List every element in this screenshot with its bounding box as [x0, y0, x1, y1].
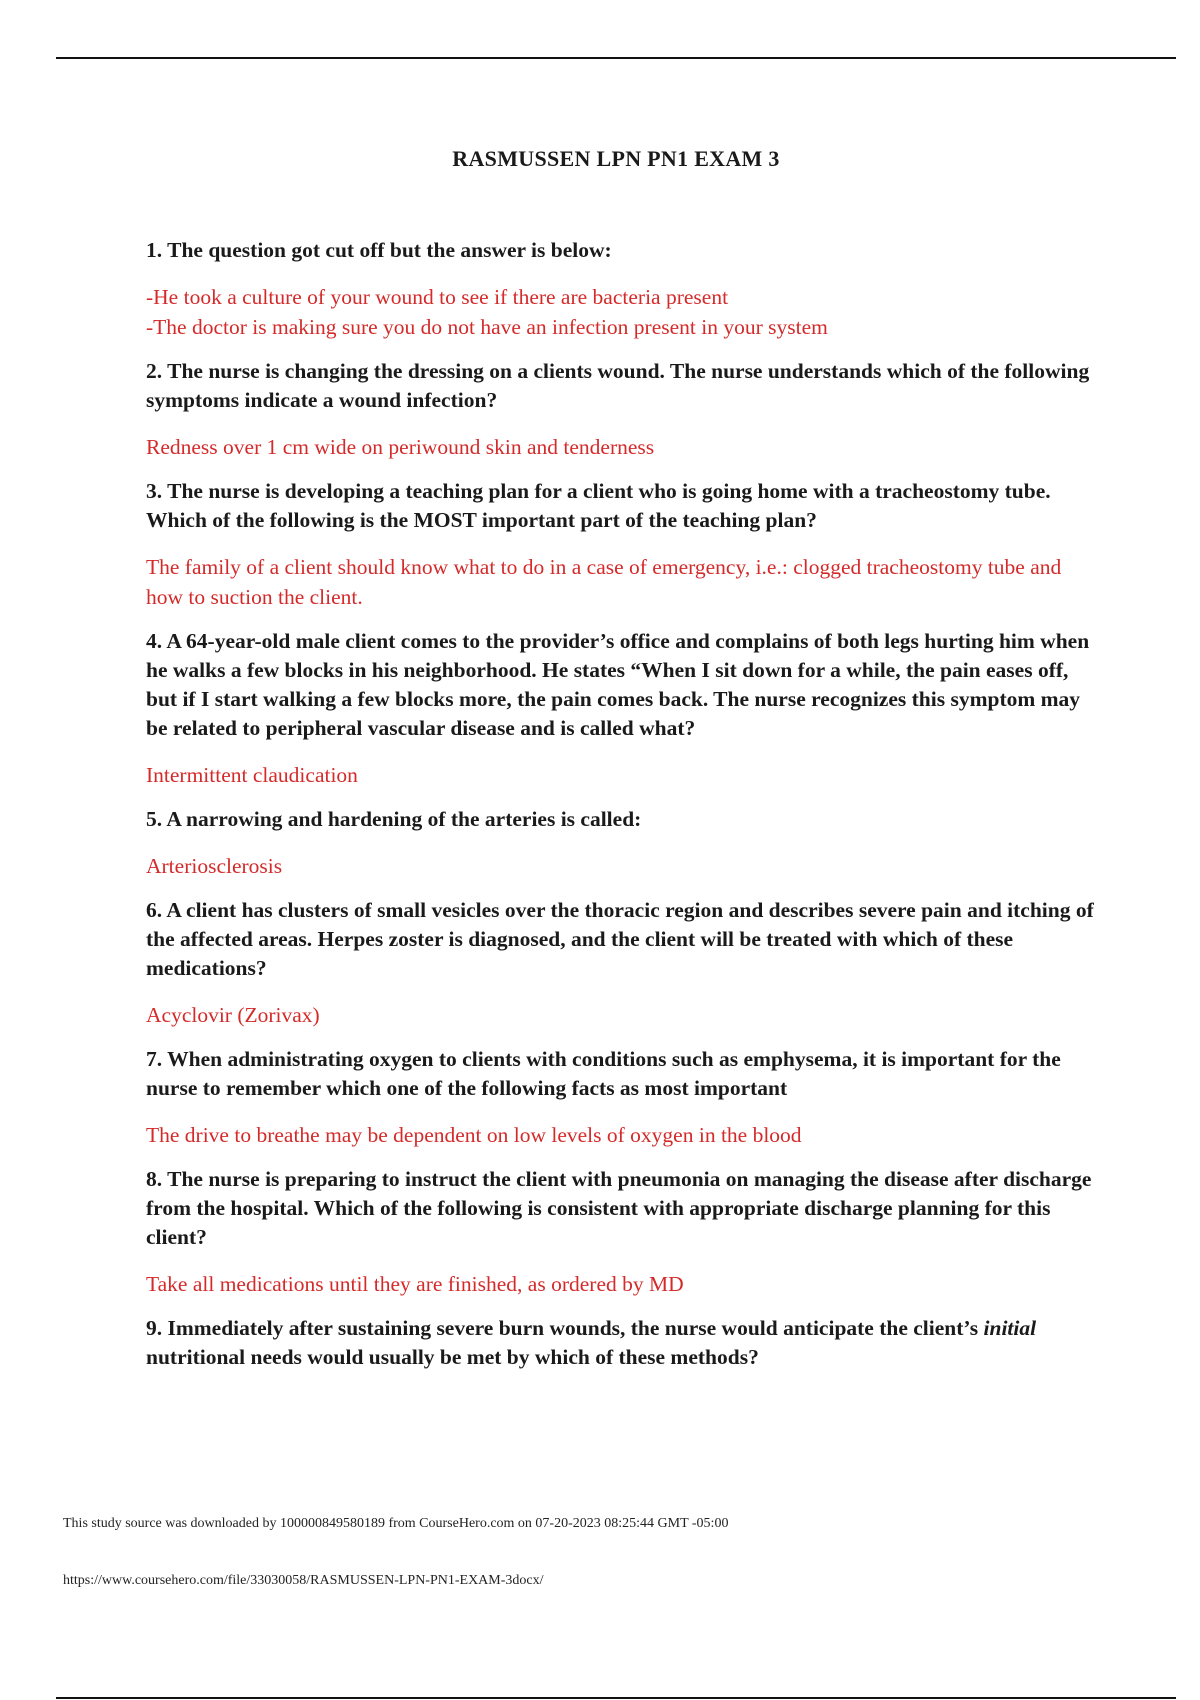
question-6 — [146, 896, 1096, 983]
question-number: 7. — [146, 1047, 163, 1071]
answer-line: Intermittent claudication — [146, 763, 358, 787]
download-note: This study source was downloaded by 100000849580189 from CourseHero.com on 07-20-2023 08:25:44 GMT -05:00 — [63, 1516, 729, 1531]
answer-2 — [146, 432, 1096, 462]
answer-1 — [146, 282, 1096, 342]
source-url: https://www.coursehero.com/file/33030058/RASMUSSEN-LPN-PN1-EXAM-3docx/ — [63, 1573, 544, 1588]
question-number: 6. — [146, 898, 163, 922]
document-title: RASMUSSEN LPN PN1 EXAM 3 — [452, 146, 780, 171]
question-3 — [146, 477, 1096, 535]
question-emphasis: initial — [983, 1316, 1037, 1340]
answer-4 — [146, 760, 1096, 790]
answer-3 — [146, 552, 1096, 612]
question-8 — [146, 1165, 1096, 1252]
answer-line: Redness over 1 cm wide on periwound skin and tenderness — [146, 435, 655, 459]
question-9 — [146, 1314, 1096, 1372]
question-text: The nurse is changing the dressing on a clients wound. The nurse understands which of the following symptoms indicate a wound infection? — [146, 359, 1090, 412]
top-rule — [56, 57, 1176, 59]
answer-5 — [146, 851, 1096, 881]
question-text: The nurse is preparing to instruct the client with pneumonia on managing the disease after discharge from the hospital. Which of the following is consistent with appropriate discharge planning for this client? — [146, 1167, 1092, 1249]
question-text: The nurse is developing a teaching plan for a client who is going home with a tracheostomy tube. Which of the following is the MOST important part of the teaching plan? — [146, 479, 1051, 532]
answer-line: The drive to breathe may be dependent on low levels of oxygen in the blood — [146, 1123, 802, 1147]
question-number: 3. — [146, 479, 163, 503]
question-number: 2. — [146, 359, 163, 383]
answer-6 — [146, 1000, 1096, 1030]
question-text: A client has clusters of small vesicles over the thoracic region and describes severe pain and itching of the affected areas. Herpes zoster is diagnosed, and the client will be treated with which of these medications? — [146, 898, 1094, 980]
question-4 — [146, 627, 1096, 743]
question-text-before: Immediately after sustaining severe burn wounds, the nurse would anticipate the client’s — [167, 1316, 979, 1340]
question-number: 4. — [146, 629, 163, 653]
question-number: 1. — [146, 238, 163, 262]
question-text: When administrating oxygen to clients with conditions such as emphysema, it is important for the nurse to remember which one of the following facts as most important — [146, 1047, 1061, 1100]
answer-line: Take all medications until they are finished, as ordered by MD — [146, 1272, 684, 1296]
answer-line: Arteriosclerosis — [146, 854, 283, 878]
question-number: 8. — [146, 1167, 163, 1191]
question-7 — [146, 1045, 1096, 1103]
qa-list — [146, 236, 1096, 1389]
question-text: A narrowing and hardening of the arteries is called: — [166, 807, 642, 831]
question-5 — [146, 805, 1096, 834]
answer-line: The family of a client should know what to do in a case of emergency, i.e.: clogged tracheostomy tube and how to suction the client. — [146, 555, 1062, 609]
question-1 — [146, 236, 1096, 265]
question-2 — [146, 357, 1096, 415]
answer-8 — [146, 1269, 1096, 1299]
answer-7 — [146, 1120, 1096, 1150]
bottom-rule — [56, 1697, 1176, 1699]
answer-line: -He took a culture of your wound to see if there are bacteria present — [146, 285, 729, 309]
question-text: A 64-year-old male client comes to the provider’s office and complains of both legs hurting him when he walks a few blocks in his neighborhood. He states “When I sit down for a while, the pain eases off, but if I start walking a few blocks more, the pain comes back. The nurse recognizes this symptom may be related to peripheral vascular disease and is called what? — [146, 629, 1090, 740]
answer-line: -The doctor is making sure you do not have an infection present in your system — [146, 315, 828, 339]
question-number: 5. — [146, 807, 163, 831]
question-text: The question got cut off but the answer is below: — [167, 238, 612, 262]
answer-line: Acyclovir (Zorivax) — [146, 1003, 320, 1027]
question-number: 9. — [146, 1316, 163, 1340]
question-text-after: nutritional needs would usually be met by which of these methods? — [146, 1345, 759, 1369]
